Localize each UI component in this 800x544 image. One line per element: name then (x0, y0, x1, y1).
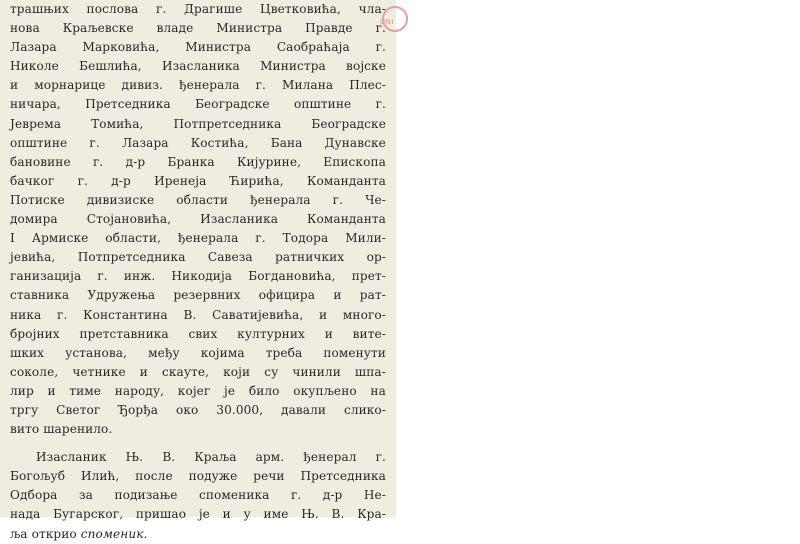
paragraph-gap (10, 439, 386, 448)
word: Потпретседника (173, 116, 282, 131)
word: Дунавске (324, 135, 386, 150)
word: чинили (292, 364, 341, 379)
word: око (176, 402, 199, 417)
word: Стојановића, (86, 212, 172, 227)
word: открио (31, 526, 77, 541)
word: Костића, (190, 135, 249, 150)
word: Потпретседника (77, 250, 186, 265)
word: после (135, 469, 173, 484)
text-line (10, 229, 386, 248)
word: Саватијевића, (212, 307, 304, 322)
paragraph-2 (10, 448, 386, 543)
word: Команданта (307, 212, 386, 227)
word: Јеврема (10, 116, 62, 131)
word: Иренеја (154, 173, 207, 188)
word: културних (237, 326, 305, 341)
text-line (10, 420, 386, 439)
word: Бранка (167, 154, 215, 169)
word: свих (188, 326, 218, 341)
word: Никодија (171, 269, 233, 284)
word: је (198, 507, 210, 522)
word: Бешлића, (79, 59, 142, 74)
word: слико- (343, 402, 386, 417)
word: било (248, 383, 280, 398)
word: ђенерала (178, 78, 240, 93)
word: Потиске (10, 192, 65, 207)
text-line (10, 525, 386, 544)
word: и (10, 78, 19, 93)
text-line (10, 448, 386, 467)
word: области, (105, 231, 161, 246)
word: Армиске (31, 231, 89, 246)
text-line (10, 248, 386, 267)
text-line (10, 19, 386, 38)
word: бројних (10, 326, 60, 341)
word: шпа- (354, 364, 386, 379)
word: Саобраћаја (276, 40, 350, 55)
word: пришао (135, 507, 187, 522)
word: Краља (194, 450, 237, 465)
word: Марковића, (82, 40, 160, 55)
word: г. (375, 450, 386, 465)
word: Изасланик (36, 450, 107, 465)
word: Београдске (311, 116, 386, 131)
word: соколе, (10, 364, 59, 379)
word: Че- (365, 192, 386, 207)
word: споменика (198, 488, 270, 503)
text-line (10, 401, 386, 420)
word: на (370, 383, 386, 398)
word: д-р (322, 488, 343, 503)
word: речи (253, 469, 285, 484)
word: г. (332, 192, 344, 207)
word: д-р (125, 154, 146, 169)
word: Светог (56, 402, 101, 417)
word: г. (156, 2, 167, 16)
word: Томића, (91, 116, 144, 131)
word: прет- (351, 269, 386, 284)
word: Њ. (125, 450, 144, 465)
scanned-page (0, 0, 396, 541)
word: су (264, 364, 279, 379)
text-line (10, 172, 386, 191)
text-line (10, 267, 386, 286)
word: г. (77, 173, 88, 188)
word: Плес- (349, 78, 386, 93)
word: за (78, 488, 93, 503)
word: ника (10, 307, 42, 322)
text-line (10, 0, 386, 19)
word: В. (183, 307, 197, 322)
word: Министра (185, 40, 251, 55)
text-line (10, 57, 386, 76)
word: г. (375, 21, 386, 36)
word: много- (342, 307, 386, 322)
word: вите- (352, 326, 386, 341)
word: г. (92, 154, 104, 169)
word: ђенерал (303, 450, 357, 465)
word: Београдске (195, 97, 270, 112)
word: јевића, (10, 250, 56, 265)
word: Одбора (10, 488, 58, 503)
word: четнике (72, 364, 126, 379)
word: Тодора (282, 231, 329, 246)
word: подуже (188, 469, 238, 484)
text-line (10, 325, 386, 344)
word: и (139, 364, 148, 379)
word: трашњих (10, 2, 69, 16)
word: г. (375, 40, 386, 55)
word: шаренило. (43, 422, 113, 437)
word: Цветковића, (260, 2, 341, 16)
word: Илић, (80, 469, 120, 484)
word: којима (200, 345, 245, 360)
word: Изасланика (161, 59, 240, 74)
text-line (10, 382, 386, 401)
word: бачког (10, 173, 55, 188)
word: Милана (281, 78, 334, 93)
word: Богољуб (10, 469, 66, 484)
word: ганизација (10, 269, 82, 284)
word: и (222, 507, 231, 522)
text-line (10, 210, 386, 229)
word: општине (10, 135, 68, 150)
word: споменик. (80, 526, 148, 541)
text-line (10, 38, 386, 57)
word: Мили- (345, 231, 386, 246)
word: је (224, 383, 236, 398)
word: ничара, (10, 97, 61, 112)
word: ља (10, 526, 28, 541)
word: г. (97, 269, 108, 284)
word: Драгише (184, 2, 243, 16)
word: и (324, 326, 333, 341)
word: и (47, 383, 56, 398)
word: Лазара (121, 135, 169, 150)
word: г. (290, 488, 302, 503)
word: Епископа (323, 154, 386, 169)
word: претставника (79, 326, 169, 341)
word: I (10, 231, 15, 246)
word: окупљено (293, 383, 357, 398)
word: арм. (255, 450, 285, 465)
word: Ђорђа (118, 402, 159, 417)
word: Претседника (300, 469, 386, 484)
text-line (10, 467, 386, 486)
word: подизање (114, 488, 178, 503)
word: Њ. (301, 507, 319, 522)
word: 30.000, (216, 402, 264, 417)
word: домира (10, 212, 58, 227)
word: треба (265, 345, 303, 360)
word: бановине (10, 154, 71, 169)
word: и (333, 288, 342, 303)
word: војске (346, 59, 386, 74)
word: Краљевске (62, 21, 134, 36)
word: г. (89, 135, 100, 150)
text-line (10, 363, 386, 382)
word: дивиз. (121, 78, 163, 93)
text-line (10, 76, 386, 95)
word: Кра- (357, 507, 386, 522)
word: Богдановића, (248, 269, 336, 284)
paragraph-1 (10, 0, 386, 439)
word: Николе (10, 59, 59, 74)
word: В. (162, 450, 176, 465)
word: владе (156, 21, 194, 36)
word: Изасланика (200, 212, 279, 227)
word: Константина (83, 307, 168, 322)
word: ор- (366, 250, 386, 265)
word: ратничких (275, 250, 345, 265)
word: тргу (10, 402, 39, 417)
word: области (176, 192, 228, 207)
word: установа, (65, 345, 128, 360)
text-line (10, 486, 386, 505)
document-text (10, 0, 386, 544)
word: Министра (216, 21, 283, 36)
word: дивизиске (86, 192, 155, 207)
word: г. (255, 78, 266, 93)
word: Ћирића, (229, 173, 284, 188)
word: тиме (69, 383, 102, 398)
word: В. (331, 507, 345, 522)
text-line (10, 306, 386, 325)
word: лир (10, 383, 34, 398)
word: Бана (270, 135, 303, 150)
word: д-р (111, 173, 131, 188)
word: име (263, 507, 289, 522)
word: шких (10, 345, 45, 360)
word: давали (281, 402, 327, 417)
word: и (319, 307, 328, 322)
word: рат- (359, 288, 386, 303)
word: г. (57, 307, 68, 322)
word: скауте, (161, 364, 210, 379)
word: нова (10, 21, 40, 36)
word: међу (148, 345, 180, 360)
text-line (10, 95, 386, 114)
word: ђенерала (250, 192, 311, 207)
word: Бугарског, (53, 507, 124, 522)
text-line (10, 191, 386, 210)
text-line (10, 153, 386, 172)
word: нада (10, 507, 41, 522)
word: вито (10, 422, 40, 437)
word: Удружења (87, 288, 156, 303)
word: чла- (358, 2, 386, 16)
text-line (10, 115, 386, 134)
stamp-text: UNI (380, 18, 394, 26)
word: Команданта (307, 173, 386, 188)
word: инж. (123, 269, 156, 284)
text-line (10, 134, 386, 153)
word: у (243, 507, 251, 522)
word: послова (86, 2, 139, 16)
word: Лазара (10, 40, 57, 55)
word: официра (258, 288, 316, 303)
word: поменути (323, 345, 386, 360)
text-line (10, 286, 386, 305)
text-line (10, 505, 386, 524)
word: Правде (305, 21, 353, 36)
word: г. (255, 231, 266, 246)
word: ставника (10, 288, 70, 303)
word: Савеза (207, 250, 253, 265)
word: морнарице (34, 78, 106, 93)
word: Не- (363, 488, 386, 503)
word: резервних (173, 288, 241, 303)
word: који (223, 364, 251, 379)
word: г. (375, 97, 386, 112)
word: Министра (260, 59, 326, 74)
text-line (10, 344, 386, 363)
word: ђенерала (177, 231, 239, 246)
word: народу, (114, 383, 165, 398)
word: општине (293, 97, 352, 112)
word: којег (177, 383, 211, 398)
word: Претседника (85, 97, 171, 112)
word: Кијурине, (236, 154, 302, 169)
